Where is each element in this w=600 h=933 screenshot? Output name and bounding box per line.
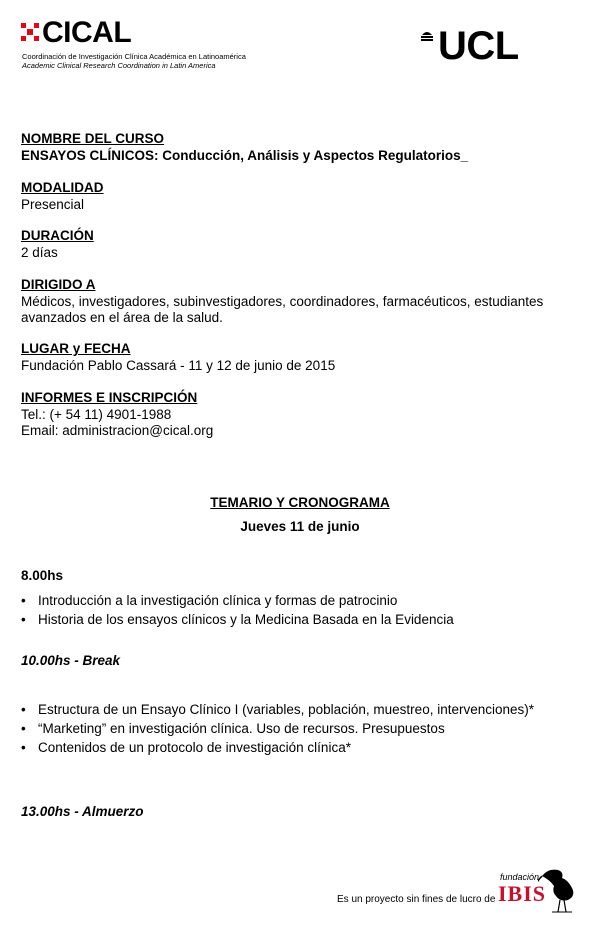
ucl-name: UCL	[438, 24, 519, 68]
place-section	[21, 341, 581, 374]
cical-subtitle-es: Coordinación de Investigación Clínica Académica en Latinoamérica	[22, 52, 246, 61]
duration-label: DURACIÓN	[21, 228, 94, 243]
list-item: • Contenidos de un protocolo de investigación clínica*	[21, 738, 581, 757]
info-tel: Tel.: (+ 54 11) 4901-1988	[21, 406, 172, 422]
ibis-bird-icon	[538, 866, 578, 914]
block1-time: 8.00hs	[21, 568, 64, 583]
cical-logo	[20, 18, 280, 68]
audience-section	[21, 277, 581, 327]
block1-list	[21, 591, 581, 629]
mode-section	[21, 180, 581, 213]
list-item: • “Marketing” en investigación clínica. Uso de recursos. Presupuestos	[21, 719, 581, 738]
course-name-section	[21, 131, 581, 164]
cical-name: CICAL	[42, 16, 132, 49]
duration-section	[21, 228, 581, 261]
list-item: • Historia de los ensayos clínicos y la Medicina Basada en la Evidencia	[21, 610, 581, 629]
footer-text: Es un proyecto sin fines de lucro de	[337, 894, 496, 905]
course-name-label: NOMBRE DEL CURSO	[21, 131, 165, 146]
ibis-small-label: fundación	[500, 872, 540, 882]
program-day: Jueves 11 de junio	[240, 519, 360, 534]
place-label: LUGAR y FECHA	[21, 341, 131, 356]
list-item: • Introducción a la investigación clínica y formas de patrocinio	[21, 591, 581, 610]
break-label: 10.00hs - Break	[21, 653, 121, 668]
duration-value: 2 días	[21, 244, 58, 260]
cical-mark-icon	[20, 20, 42, 46]
program-title: TEMARIO Y CRONOGRAMA	[210, 495, 390, 510]
lunch-label: 13.00hs - Almuerzo	[21, 804, 144, 819]
ucl-dome-icon	[420, 29, 434, 41]
list-item: • Estructura de un Ensayo Clínico I (variables, población, muestreo, intervenciones)*	[21, 700, 581, 719]
place-value: Fundación Pablo Cassará - 11 y 12 de junio de 2015	[21, 357, 336, 373]
info-email: Email: administracion@cical.org	[21, 423, 214, 438]
ibis-logo	[498, 866, 578, 914]
ucl-logo	[420, 24, 545, 68]
course-name-value: ENSAYOS CLÍNICOS: Conducción, Análisis y Aspectos Regulatorios_	[21, 147, 469, 163]
mode-value: Presencial	[21, 196, 85, 212]
block2-list	[21, 700, 581, 757]
cical-subtitle-en: Academic Clinical Research Coordination in Latin America	[22, 61, 216, 70]
audience-label: DIRIGIDO A	[21, 277, 96, 292]
ibis-name: IBIS	[498, 881, 547, 906]
audience-value: Médicos, investigadores, subinvestigadores, coordinadores, farmacéuticos, estudiantes avanzados en el área de la salud.	[21, 293, 544, 325]
info-section	[21, 390, 581, 440]
mode-label: MODALIDAD	[21, 180, 104, 195]
info-label: INFORMES E INSCRIPCIÓN	[21, 390, 198, 405]
